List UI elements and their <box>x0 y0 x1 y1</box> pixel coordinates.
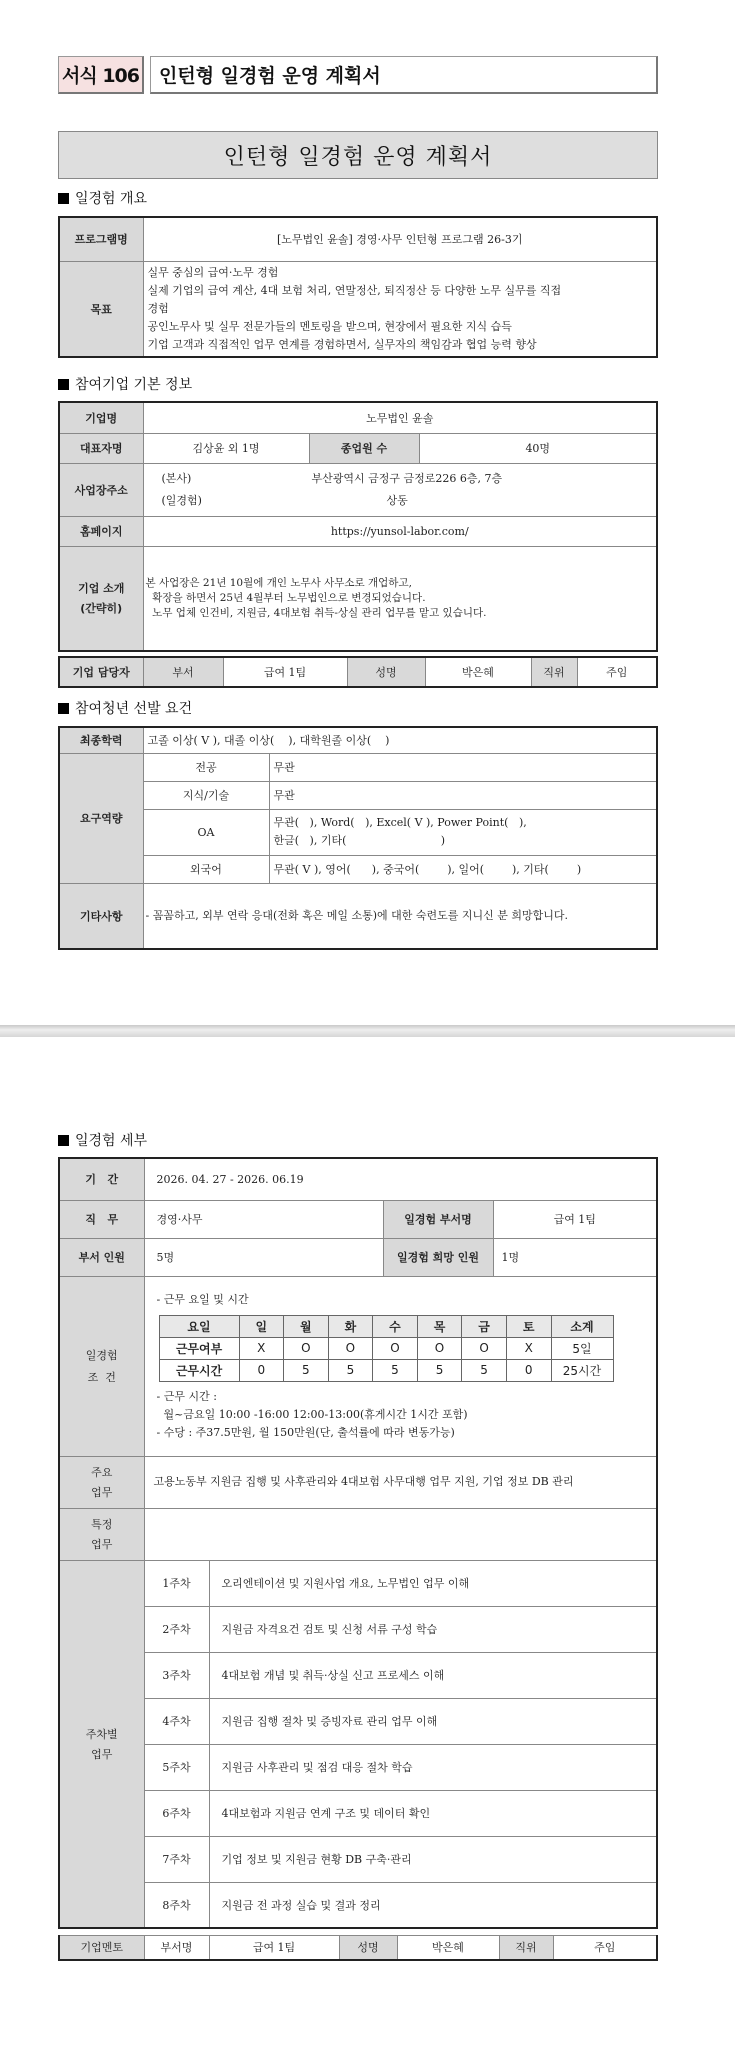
skill-label: 지식/기술 <box>143 781 269 809</box>
section-heading-requirements: 참여청년 선발 요건 <box>58 698 192 718</box>
oa-label: OA <box>143 809 269 855</box>
square-bullet-icon <box>58 379 69 390</box>
section-heading-overview: 일경험 개요 <box>58 188 147 208</box>
mentor-dept-value: 급여 1팀 <box>209 1936 339 1960</box>
form-header <box>58 56 658 94</box>
week-task: 지원금 사후관리 및 점검 대응 절차 학습 <box>209 1744 657 1790</box>
section-heading-detail: 일경험 세부 <box>58 1130 147 1150</box>
schedule-header-row: 요일 일 월 화 수 목 금 토 소계 <box>159 1315 613 1337</box>
period-label: 기 간 <box>59 1158 144 1200</box>
mentor-position-value: 주임 <box>553 1936 657 1960</box>
weekly-task-label: 주차별 업무 <box>59 1560 144 1928</box>
overview-table <box>58 216 658 358</box>
period-value: 2026. 04. 27 - 2026. 06.19 <box>144 1158 657 1200</box>
square-bullet-icon <box>58 193 69 204</box>
skill-value: 무관 <box>269 781 657 809</box>
ceo-label: 대표자명 <box>59 433 143 463</box>
week-label: 1주차 <box>144 1560 209 1606</box>
address-label: 사업장주소 <box>59 463 143 516</box>
detail-table <box>58 1157 658 1929</box>
language-label: 외국어 <box>143 855 269 883</box>
mentor-position-label: 직위 <box>499 1936 553 1960</box>
week-label: 5주차 <box>144 1744 209 1790</box>
education-label: 최종학력 <box>59 727 143 753</box>
employees-label: 종업원 수 <box>309 433 419 463</box>
homepage-label: 홈페이지 <box>59 516 143 546</box>
mentor-label: 기업멘토 <box>59 1936 144 1960</box>
dept-value: 급여 1팀 <box>493 1200 657 1238</box>
schedule-table <box>159 1315 614 1382</box>
week-label: 2주차 <box>144 1606 209 1652</box>
language-value: 무관( V ), 영어( ), 중국어( ), 일어( ), 기타( ) <box>269 855 657 883</box>
mentor-table <box>58 1935 658 1961</box>
week-task: 4대보험 개념 및 취득·상실 신고 프로세스 이해 <box>209 1652 657 1698</box>
form-name: 인턴형 일경험 운영 계획서 <box>150 56 658 94</box>
week-label: 3주차 <box>144 1652 209 1698</box>
staff-value: 5명 <box>144 1238 383 1276</box>
employees-value: 40명 <box>419 433 657 463</box>
mentor-name-label: 성명 <box>339 1936 397 1960</box>
oa-value: 무관( ), Word( ), Excel( V ), Power Point( ), 한글( ), 기타( ) <box>269 809 657 855</box>
program-label: 프로그램명 <box>59 217 143 261</box>
document-title: 인턴형 일경험 운영 계획서 <box>58 131 658 179</box>
contact-table <box>58 656 658 688</box>
week-label: 7주차 <box>144 1836 209 1882</box>
contact-dept-label: 부서 <box>143 657 223 687</box>
job-label: 직 무 <box>59 1200 144 1238</box>
dept-label: 일경험 부서명 <box>383 1200 493 1238</box>
section-heading-company: 참여기업 기본 정보 <box>58 374 192 394</box>
contact-name-label: 성명 <box>347 657 425 687</box>
schedule-hours-row: 근무시간 0 5 5 5 5 5 0 25시간 <box>159 1359 613 1381</box>
major-label: 전공 <box>143 753 269 781</box>
etc-value: - 꼼꼼하고, 외부 연락 응대(전화 혹은 메일 소통)에 대한 숙련도를 지니신 분 희망합니다. <box>143 883 657 949</box>
week-label: 6주차 <box>144 1790 209 1836</box>
hope-value: 1명 <box>493 1238 657 1276</box>
hope-label: 일경험 희망 인원 <box>383 1238 493 1276</box>
ceo-value: 김상윤 외 1명 <box>143 433 309 463</box>
main-task-label: 주요 업무 <box>59 1456 144 1508</box>
etc-label: 기타사항 <box>59 883 143 949</box>
mentor-dept-label: 부서명 <box>144 1936 209 1960</box>
week-task: 4대보험과 지원금 연계 구조 및 데이터 확인 <box>209 1790 657 1836</box>
special-task-label: 특정 업무 <box>59 1508 144 1560</box>
contact-name-value: 박은혜 <box>425 657 531 687</box>
page-separator <box>0 1025 735 1037</box>
program-value: [노무법인 윤솔] 경영·사무 인턴형 프로그램 26-3기 <box>143 217 657 261</box>
company-name-label: 기업명 <box>59 402 143 433</box>
major-value: 무관 <box>269 753 657 781</box>
week-label: 4주차 <box>144 1698 209 1744</box>
week-task: 지원금 자격요건 검토 및 신청 서류 구성 학습 <box>209 1606 657 1652</box>
week-task: 지원금 전 과정 실습 및 결과 정리 <box>209 1882 657 1928</box>
goal-value: 실무 중심의 급여·노무 경험 실제 기업의 급여 계산, 4대 보험 처리, 연말정산, 퇴직정산 등 다양한 노무 실무를 직접 경험 공인노무사 및 실무 전문가들의 멘토링을 받으며, 현장에서 필요한 지식 습득 기업 고객과 직접적인 업무 연계를 경험하면서, 실무자의 책임감과 협업 능력 향상 <box>143 261 657 357</box>
intro-value: 본 사업장은 21년 10월에 개인 노무사 사무소로 개업하고, 확장을 하면서 25년 4월부터 노무법인으로 변경되었습니다. 노무 업체 인건비, 지원금, 4대보험 취득-상실 관리 업무를 맡고 있습니다. <box>143 546 657 651</box>
square-bullet-icon <box>58 703 69 714</box>
special-task-value <box>144 1508 657 1560</box>
contact-dept-value: 급여 1팀 <box>223 657 347 687</box>
week-task: 오리엔테이션 및 지원사업 개요, 노무법인 업무 이해 <box>209 1560 657 1606</box>
staff-label: 부서 인원 <box>59 1238 144 1276</box>
week-task: 기업 정보 및 지원금 현황 DB 구축·관리 <box>209 1836 657 1882</box>
week-task: 지원금 집행 절차 및 증빙자료 관리 업무 이해 <box>209 1698 657 1744</box>
condition-value: - 근무 요일 및 시간 요일 일 월 화 수 목 금 토 소계 근무여부 X O O O O O X 5일 근무시간 0 5 5 5 5 5 0 25시간 - 근무 시간 : 월~금요일 10:00 -16:00 12:00-13:00(휴게시간 1시간 포함) - 수당 : 주37.5만원, 월 150만원(단, 출석률에 따라 변동가능) <box>144 1276 657 1456</box>
condition-label: 일경험 조 건 <box>59 1276 144 1456</box>
form-code-badge: 서식 106 <box>58 56 144 94</box>
job-value: 경영·사무 <box>144 1200 383 1238</box>
square-bullet-icon <box>58 1135 69 1146</box>
address-value: (본사) 부산광역시 금정구 금정로226 6층, 7층 (일경험) 상동 <box>143 463 657 516</box>
education-value: 고졸 이상( V ), 대졸 이상( ), 대학원졸 이상( ) <box>143 727 657 753</box>
contact-position-label: 직위 <box>531 657 577 687</box>
schedule-work-row: 근무여부 X O O O O O X 5일 <box>159 1337 613 1359</box>
competency-label: 요구역량 <box>59 753 143 883</box>
company-table <box>58 401 658 652</box>
goal-label: 목표 <box>59 261 143 357</box>
week-label: 8주차 <box>144 1882 209 1928</box>
company-name-value: 노무법인 윤솔 <box>143 402 657 433</box>
intro-label: 기업 소개 (간략히) <box>59 546 143 651</box>
contact-label: 기업 담당자 <box>59 657 143 687</box>
main-task-value: 고용노동부 지원금 집행 및 사후관리와 4대보험 사무대행 업무 지원, 기업 정보 DB 관리 <box>144 1456 657 1508</box>
mentor-name-value: 박은혜 <box>397 1936 499 1960</box>
homepage-link[interactable]: https://yunsol-labor.com/ <box>143 516 657 546</box>
contact-position-value: 주임 <box>577 657 657 687</box>
requirements-table <box>58 726 658 950</box>
